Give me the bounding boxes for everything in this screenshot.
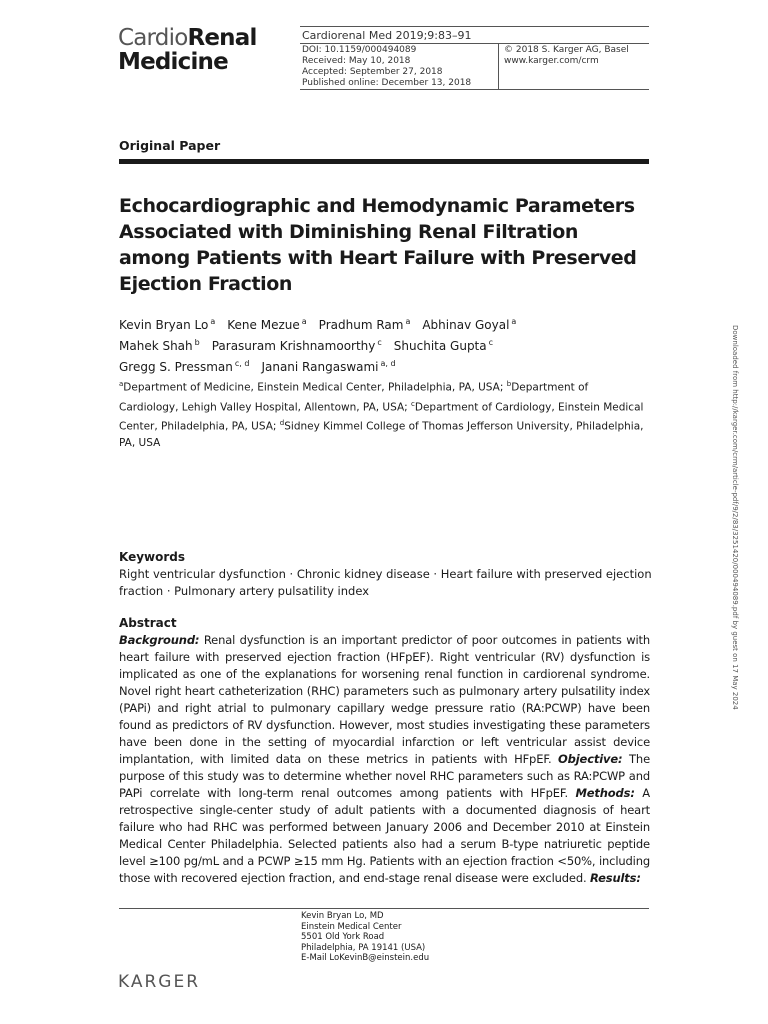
abstract-heading: Abstract	[119, 616, 177, 630]
affiliation-text: Department of Medicine, Einstein Medical Center, Philadelphia, PA, USA;	[123, 381, 507, 394]
author-affiliation-mark: a, d	[380, 359, 396, 368]
background-text: Renal dysfunction is an important predictor of poor outcomes in patients with heart failure with preserved ejection fraction (HFpEF). Right ventricular (RV) dysfunction is implicated as one of the explanations for worsening renal function in cardiorenal syndrome. Novel right heart catheterization (RHC) parameters such as pulmonary artery pulsatility index (PAPi) and right atrial to pulmonary capillary wedge pressure ratio (RA:PCWP) have been found as predictors of RV dysfunction. However, most studies investigating these parameters have been done in the setting of myocardial infarction or left ventricular assist device implantation, with limited data on these metrics in patients with HFpEF.	[119, 633, 650, 766]
author-affiliation-mark: a	[511, 317, 517, 326]
received-date: Received: May 10, 2018	[302, 56, 411, 66]
author	[119, 360, 249, 374]
author	[261, 360, 395, 374]
header-rule-middle	[300, 43, 649, 44]
results-label: Results:	[590, 871, 641, 885]
affiliation-mark: a	[119, 380, 124, 388]
journal-citation: Cardiorenal Med 2019;9:83–91	[302, 29, 472, 42]
affiliation-mark: d	[279, 419, 285, 427]
affiliation-mark: b	[506, 380, 512, 388]
author-name: Shuchita Gupta	[393, 339, 487, 353]
header-rule-top	[300, 26, 649, 27]
affiliation-text: Sidney Kimmel College of Thomas Jefferson University, Philadelphia, PA, USA	[119, 420, 644, 449]
author-row	[119, 355, 659, 376]
affiliation-text: Department of Cardiology, Lehigh Valley Hospital, Allentown, PA, USA;	[119, 381, 589, 413]
download-note-text: Downloaded from http://karger.com/crm/article-pdf/9/2/83/3251420/000494089.pdf by guest on 17 May 2024	[731, 325, 739, 710]
author-name: Kene Mezue	[227, 318, 300, 332]
corresp-street: 5501 Old York Road	[301, 932, 385, 942]
doi: DOI: 10.1159/000494089	[302, 45, 417, 55]
author-name: Kevin Bryan Lo	[119, 318, 209, 332]
logo-part-cardio: Cardio	[118, 25, 188, 51]
accepted-date: Accepted: September 27, 2018	[302, 67, 443, 77]
copyright: © 2018 S. Karger AG, Basel	[504, 45, 629, 55]
author-affiliation-mark: c	[488, 338, 494, 347]
objective-label: Objective:	[558, 752, 623, 766]
author-name: Gregg S. Pressman	[119, 360, 233, 374]
author-affiliation-mark: b	[194, 338, 200, 347]
article-history	[302, 45, 471, 89]
author-name: Abhinav Goyal	[422, 318, 510, 332]
header-divider	[498, 43, 499, 89]
download-note	[727, 325, 747, 795]
author-affiliation-mark: a	[301, 317, 307, 326]
paper-type: Original Paper	[119, 138, 221, 153]
author-name: Parasuram Krishnamoorthy	[211, 339, 376, 353]
journal-website[interactable]: www.karger.com/crm	[504, 56, 599, 66]
author-affiliation-mark: c	[377, 338, 382, 347]
author-name: Mahek Shah	[119, 339, 193, 353]
affiliations	[119, 376, 649, 451]
affiliation-mark: c	[411, 399, 415, 408]
corresp-institution: Einstein Medical Center	[301, 921, 402, 932]
methods-text: A retrospective single-center study of adult patients with a documented diagnosis of heart failure who had RHC was performed between January 2006 and December 2010 at Einstein Medical Center Philadelphia. Selected patients also had a serum B-type natriuretic peptide level ≥100 pg/mL and a PCWP ≥15 mm Hg. Patients with an ejection fraction <50%, including those with recovered ejection fraction, and end-stage renal disease were excluded.	[119, 786, 650, 885]
author-affiliation-mark: a	[405, 317, 411, 326]
author	[119, 318, 215, 332]
corresp-city: Philadelphia, PA 19141 (USA)	[301, 942, 426, 953]
methods-label: Methods:	[575, 786, 635, 800]
logo-part-renal: Renal	[187, 25, 257, 51]
author-name: Pradhum Ram	[318, 318, 404, 332]
author-row	[119, 313, 659, 334]
section-bar	[119, 159, 649, 164]
paper-title: Echocardiographic and Hemodynamic Parameters Associated with Diminishing Renal Filtration among Patients with Heart Failure with Preserved Ejection Fraction	[119, 195, 637, 295]
author-list	[119, 313, 659, 376]
objective-text: The purpose of this study was to determine whether novel RHC parameters such as RA:PCWP and PAPi correlate with long-term renal outcomes among patients with HFpEF.	[119, 752, 650, 800]
author	[227, 318, 306, 332]
author-affiliation-mark: c, d	[234, 359, 250, 368]
author-row	[119, 334, 659, 355]
corresp-email[interactable]: E-Mail LoKevinB@einstein.edu	[301, 953, 430, 963]
author-name: Janani Rangaswami	[261, 360, 379, 374]
published-date: Published online: December 13, 2018	[302, 78, 472, 88]
keywords-heading: Keywords	[119, 550, 186, 564]
author	[212, 339, 382, 353]
corresp-name: Kevin Bryan Lo, MD	[301, 911, 384, 921]
author	[119, 339, 200, 353]
author-affiliation-mark: a	[210, 317, 216, 326]
author	[422, 318, 516, 332]
background-label: Background:	[119, 633, 200, 647]
keywords-text: Right ventricular dysfunction · Chronic kidney disease · Heart failure with preserved ejection fraction · Pulmonary artery pulsatility index	[119, 567, 652, 598]
publisher-logo: KARGER	[118, 972, 201, 992]
author	[394, 339, 493, 353]
copyright-block	[504, 45, 629, 67]
footer-rule	[119, 908, 649, 909]
logo-part-medicine: Medicine	[118, 49, 228, 75]
header-rule-bottom	[300, 89, 649, 90]
abstract-body	[119, 632, 650, 887]
correspondence	[301, 911, 429, 964]
affiliation-text: Department of Cardiology, Einstein Medical Center, Philadelphia, PA, USA;	[119, 401, 644, 433]
author	[319, 318, 411, 332]
journal-logo	[118, 26, 257, 74]
